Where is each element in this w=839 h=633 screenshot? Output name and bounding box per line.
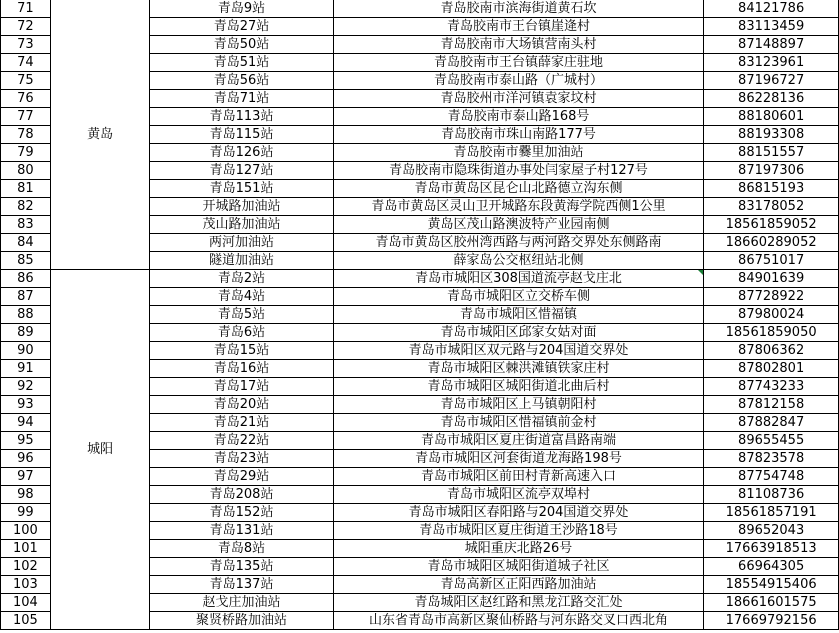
- station-name-cell[interactable]: 青岛4站: [150, 288, 333, 306]
- address-cell[interactable]: 青岛胶南市泰山路168号: [333, 108, 704, 126]
- address-cell[interactable]: 青岛市城阳区城阳街道城子社区: [333, 558, 704, 576]
- station-name-cell[interactable]: 青岛131站: [150, 522, 333, 540]
- station-name-cell[interactable]: 青岛27站: [150, 18, 333, 36]
- row-number-cell[interactable]: 82: [1, 198, 51, 216]
- row-number-cell[interactable]: 91: [1, 360, 51, 378]
- row-number-cell[interactable]: 72: [1, 18, 51, 36]
- station-name-cell[interactable]: 青岛23站: [150, 450, 333, 468]
- phone-cell[interactable]: 87196727: [704, 72, 839, 90]
- phone-cell[interactable]: 18561859052: [704, 216, 839, 234]
- address-cell[interactable]: 青岛市城阳区前田村青新高速入口: [333, 468, 704, 486]
- address-cell[interactable]: 青岛市城阳区立交桥车侧: [333, 288, 704, 306]
- address-cell[interactable]: 青岛市城阳区夏庄街道王沙路18号: [333, 522, 704, 540]
- station-name-cell[interactable]: 隧道加油站: [150, 252, 333, 270]
- row-number-cell[interactable]: 99: [1, 504, 51, 522]
- station-name-cell[interactable]: 聚贤桥路加油站: [150, 612, 333, 630]
- address-cell[interactable]: 青岛胶南市王台镇崖逄村: [333, 18, 704, 36]
- row-number-cell[interactable]: 94: [1, 414, 51, 432]
- phone-cell[interactable]: 17663918513: [704, 540, 839, 558]
- row-number-cell[interactable]: 74: [1, 54, 51, 72]
- row-number-cell[interactable]: 77: [1, 108, 51, 126]
- phone-cell[interactable]: 86751017: [704, 252, 839, 270]
- address-cell[interactable]: 青岛市城阳区双元路与204国道交界处: [333, 342, 704, 360]
- phone-cell[interactable]: 17669792156: [704, 612, 839, 630]
- station-name-cell[interactable]: 青岛17站: [150, 378, 333, 396]
- address-cell[interactable]: 青岛市城阳区流亭双埠村: [333, 486, 704, 504]
- address-cell[interactable]: 青岛市城阳区河套街道龙海路198号: [333, 450, 704, 468]
- station-name-cell[interactable]: 青岛15站: [150, 342, 333, 360]
- station-name-cell[interactable]: 开城路加油站: [150, 198, 333, 216]
- row-number-cell[interactable]: 73: [1, 36, 51, 54]
- address-cell[interactable]: 青岛市城阳区惜福镇: [333, 306, 704, 324]
- address-cell[interactable]: 青岛胶南市大场镇营南头村: [333, 36, 704, 54]
- phone-cell[interactable]: 83123961: [704, 54, 839, 72]
- address-cell[interactable]: 青岛城阳区赵红路和黑龙江路交汇处: [333, 594, 704, 612]
- phone-cell[interactable]: 87980024: [704, 306, 839, 324]
- address-cell[interactable]: 青岛市黄岛区灵山卫开城路东段黄海学院西侧1公里: [333, 198, 704, 216]
- phone-cell[interactable]: 18561857191: [704, 504, 839, 522]
- row-number-cell[interactable]: 92: [1, 378, 51, 396]
- station-name-cell[interactable]: 青岛2站: [150, 270, 333, 288]
- row-number-cell[interactable]: 78: [1, 126, 51, 144]
- phone-cell[interactable]: 87754748: [704, 468, 839, 486]
- station-name-cell[interactable]: 青岛6站: [150, 324, 333, 342]
- address-cell[interactable]: 青岛高新区正阳西路加油站: [333, 576, 704, 594]
- row-number-cell[interactable]: 101: [1, 540, 51, 558]
- row-number-cell[interactable]: 100: [1, 522, 51, 540]
- station-name-cell[interactable]: 青岛21站: [150, 414, 333, 432]
- phone-cell[interactable]: 18660289052: [704, 234, 839, 252]
- row-number-cell[interactable]: 105: [1, 612, 51, 630]
- address-cell[interactable]: 青岛胶南市珠山南路177号: [333, 126, 704, 144]
- station-name-cell[interactable]: 青岛127站: [150, 162, 333, 180]
- address-cell[interactable]: 青岛市城阳区春阳路与204国道交界处: [333, 504, 704, 522]
- station-name-cell[interactable]: 青岛22站: [150, 432, 333, 450]
- phone-cell[interactable]: 87802801: [704, 360, 839, 378]
- address-cell[interactable]: 青岛市城阳区城阳街道北曲后村: [333, 378, 704, 396]
- address-cell[interactable]: 青岛胶南市泰山路（广城村）: [333, 72, 704, 90]
- address-cell[interactable]: 青岛市黄岛区昆仑山北路德立沟东侧: [333, 180, 704, 198]
- station-name-cell[interactable]: 青岛5站: [150, 306, 333, 324]
- row-number-cell[interactable]: 79: [1, 144, 51, 162]
- phone-cell[interactable]: 88180601: [704, 108, 839, 126]
- station-name-cell[interactable]: 青岛137站: [150, 576, 333, 594]
- address-cell[interactable]: 薛家岛公交枢纽站北侧: [333, 252, 704, 270]
- phone-cell[interactable]: 18554915406: [704, 576, 839, 594]
- address-cell[interactable]: 城阳重庆北路26号: [333, 540, 704, 558]
- station-name-cell[interactable]: 青岛50站: [150, 36, 333, 54]
- table-row: [1, 270, 839, 288]
- row-number-cell[interactable]: 90: [1, 342, 51, 360]
- row-number-cell[interactable]: 96: [1, 450, 51, 468]
- address-cell[interactable]: 青岛市黄岛区胶州湾西路与两河路交界处东侧路南: [333, 234, 704, 252]
- address-cell[interactable]: 青岛胶南市隐珠街道办事处闫家屋子村127号: [333, 162, 704, 180]
- station-name-cell[interactable]: 青岛115站: [150, 126, 333, 144]
- row-number-cell[interactable]: 103: [1, 576, 51, 594]
- phone-cell[interactable]: 66964305: [704, 558, 839, 576]
- address-cell[interactable]: 青岛市城阳区惜福镇前金村: [333, 414, 704, 432]
- row-number-cell[interactable]: 76: [1, 90, 51, 108]
- address-cell[interactable]: 青岛胶南市王台镇薛家庄驻地: [333, 54, 704, 72]
- address-cell[interactable]: 青岛市城阳区夏庄街道富昌路南端: [333, 432, 704, 450]
- phone-cell[interactable]: 89652043: [704, 522, 839, 540]
- row-number-cell[interactable]: 87: [1, 288, 51, 306]
- phone-cell[interactable]: 84901639: [704, 270, 839, 288]
- phone-cell[interactable]: 87806362: [704, 342, 839, 360]
- row-number-cell[interactable]: 102: [1, 558, 51, 576]
- station-name-cell[interactable]: 青岛151站: [150, 180, 333, 198]
- phone-cell[interactable]: 81108736: [704, 486, 839, 504]
- phone-cell[interactable]: 87197306: [704, 162, 839, 180]
- station-name-cell[interactable]: 青岛8站: [150, 540, 333, 558]
- phone-cell[interactable]: 83178052: [704, 198, 839, 216]
- phone-cell[interactable]: 87743233: [704, 378, 839, 396]
- address-cell[interactable]: 青岛市城阳区308国道流亭赵戈庄北: [333, 270, 704, 288]
- station-name-cell[interactable]: 青岛126站: [150, 144, 333, 162]
- station-name-cell[interactable]: 青岛152站: [150, 504, 333, 522]
- phone-cell[interactable]: 18661601575: [704, 594, 839, 612]
- row-number-cell[interactable]: 84: [1, 234, 51, 252]
- row-number-cell[interactable]: 85: [1, 252, 51, 270]
- row-number-cell[interactable]: 93: [1, 396, 51, 414]
- phone-cell[interactable]: 87728922: [704, 288, 839, 306]
- address-cell[interactable]: 黄岛区茂山路澳波特产业园南侧: [333, 216, 704, 234]
- row-number-cell[interactable]: 98: [1, 486, 51, 504]
- row-number-cell[interactable]: 89: [1, 324, 51, 342]
- address-cell[interactable]: 青岛市城阳区邱家女姑对面: [333, 324, 704, 342]
- station-name-cell[interactable]: 青岛208站: [150, 486, 333, 504]
- station-name-cell[interactable]: 青岛20站: [150, 396, 333, 414]
- station-name-cell[interactable]: 青岛135站: [150, 558, 333, 576]
- row-number-cell[interactable]: 71: [1, 0, 51, 18]
- station-name-cell[interactable]: 青岛51站: [150, 54, 333, 72]
- phone-cell[interactable]: 87882847: [704, 414, 839, 432]
- row-number-cell[interactable]: 86: [1, 270, 51, 288]
- phone-cell[interactable]: 87823578: [704, 450, 839, 468]
- address-cell[interactable]: 青岛胶州市洋河镇袁家坟村: [333, 90, 704, 108]
- address-cell[interactable]: 山东省青岛市高新区聚仙桥路与河东路交叉口西北角: [333, 612, 704, 630]
- row-number-cell[interactable]: 75: [1, 72, 51, 90]
- phone-cell[interactable]: 88193308: [704, 126, 839, 144]
- station-table-body: [1, 0, 839, 630]
- station-name-cell[interactable]: 青岛71站: [150, 90, 333, 108]
- address-cell[interactable]: 青岛胶南市爨里加油站: [333, 144, 704, 162]
- phone-cell[interactable]: 18561859050: [704, 324, 839, 342]
- table-row: [1, 0, 839, 18]
- station-name-cell[interactable]: 茂山路加油站: [150, 216, 333, 234]
- station-name-cell[interactable]: 青岛16站: [150, 360, 333, 378]
- row-number-cell[interactable]: 95: [1, 432, 51, 450]
- phone-cell[interactable]: 86228136: [704, 90, 839, 108]
- station-name-cell[interactable]: 青岛29站: [150, 468, 333, 486]
- phone-cell[interactable]: 86815193: [704, 180, 839, 198]
- phone-cell[interactable]: 84121786: [704, 0, 839, 18]
- row-number-cell[interactable]: 88: [1, 306, 51, 324]
- address-cell[interactable]: 青岛市城阳区棘洪滩镇铁家庄村: [333, 360, 704, 378]
- row-number-cell[interactable]: 80: [1, 162, 51, 180]
- station-name-cell[interactable]: 赵戈庄加油站: [150, 594, 333, 612]
- phone-cell[interactable]: 87148897: [704, 36, 839, 54]
- phone-cell[interactable]: 89655455: [704, 432, 839, 450]
- row-number-cell[interactable]: 81: [1, 180, 51, 198]
- row-number-cell[interactable]: 104: [1, 594, 51, 612]
- district-cell[interactable]: 城阳: [50, 270, 150, 630]
- station-name-cell[interactable]: 两河加油站: [150, 234, 333, 252]
- address-cell[interactable]: 青岛胶南市滨海街道黄石坎: [333, 0, 704, 18]
- row-number-cell[interactable]: 97: [1, 468, 51, 486]
- phone-cell[interactable]: 88151557: [704, 144, 839, 162]
- phone-cell[interactable]: 83113459: [704, 18, 839, 36]
- station-name-cell[interactable]: 青岛9站: [150, 0, 333, 18]
- address-cell[interactable]: 青岛市城阳区上马镇朝阳村: [333, 396, 704, 414]
- row-number-cell[interactable]: 83: [1, 216, 51, 234]
- station-name-cell[interactable]: 青岛113站: [150, 108, 333, 126]
- phone-cell[interactable]: 87812158: [704, 396, 839, 414]
- district-cell[interactable]: 黄岛: [50, 0, 150, 270]
- station-name-cell[interactable]: 青岛56站: [150, 72, 333, 90]
